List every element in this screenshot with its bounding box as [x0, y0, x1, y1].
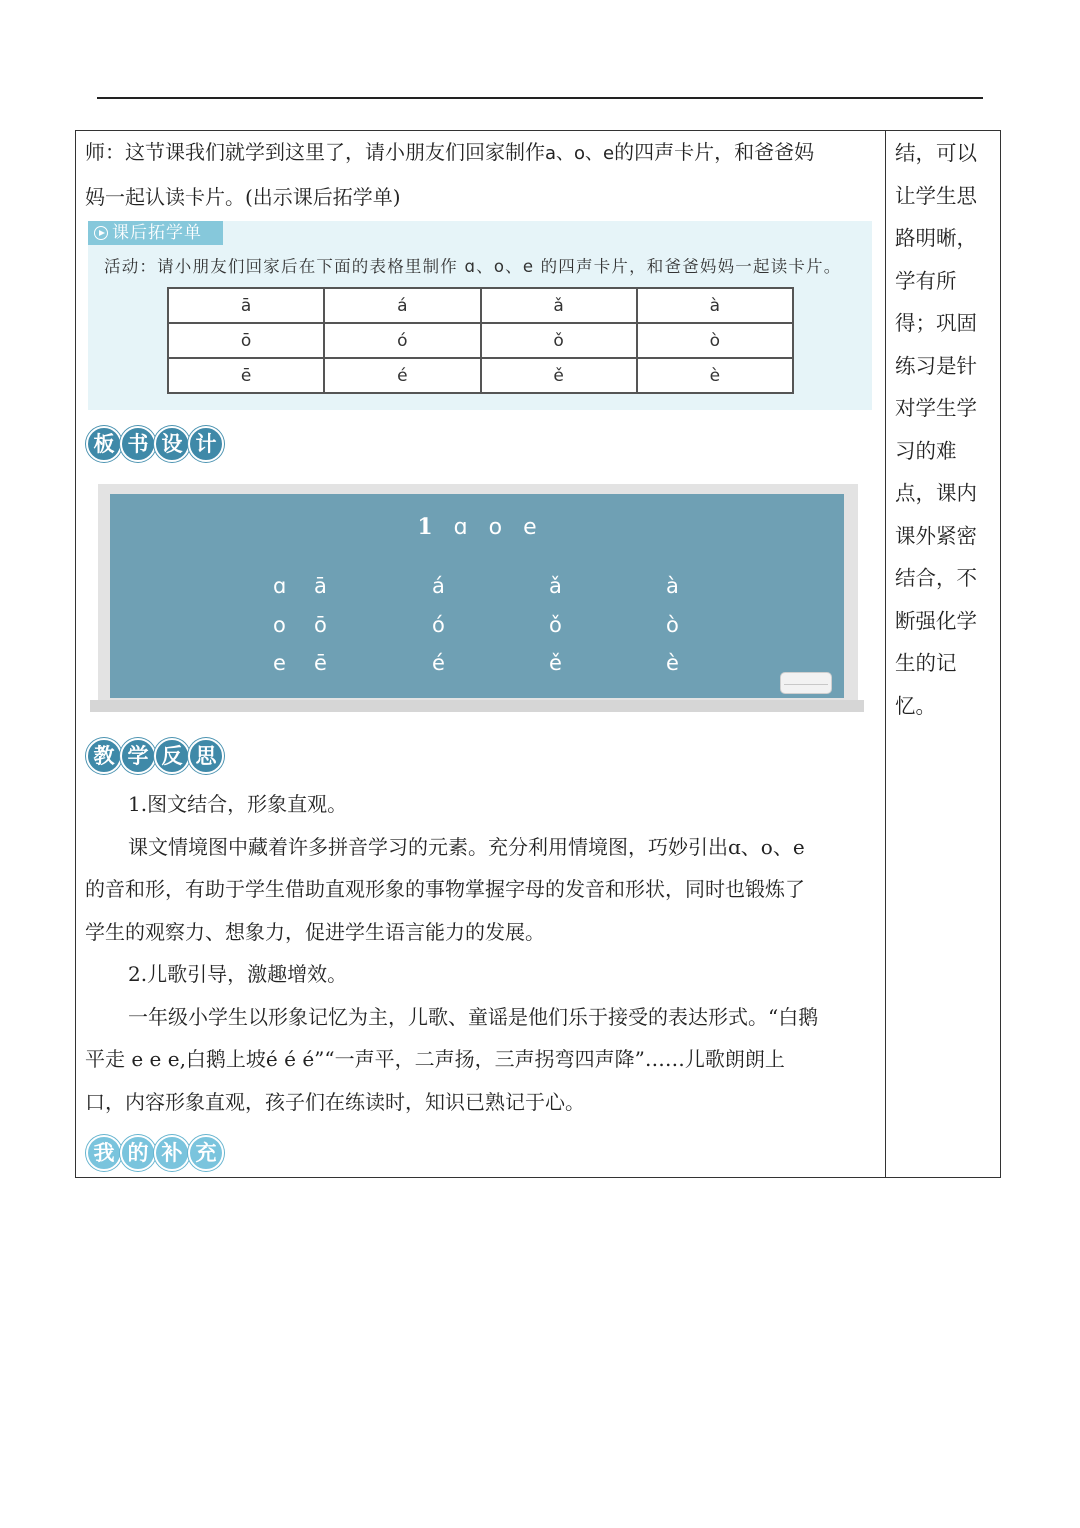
- intro-line-1: 师：这节课我们就学到这里了，请小朋友们回家制作a、o、e的四声卡片，和爸爸妈: [85, 140, 815, 164]
- table-row: [168, 288, 793, 323]
- point-1-line: 课文情境图中藏着许多拼音学习的元素。充分利用情境图，巧妙引出ɑ、o、e: [128, 834, 805, 859]
- table-cell: ā: [168, 288, 324, 323]
- board-letter: ē: [314, 651, 327, 675]
- board-letter: ǎ: [549, 574, 562, 598]
- header-rule: [97, 97, 983, 99]
- main-column: [85, 130, 877, 218]
- side-note-line: 学有所: [895, 268, 957, 293]
- point-2-line: 一年级小学生以形象记忆为主，儿歌、童谣是他们乐于接受的表达形式。“白鹅: [128, 1004, 819, 1029]
- table-row: [168, 358, 793, 393]
- point-1-title: 1.图文结合，形象直观。: [128, 792, 348, 816]
- table-row: [168, 323, 793, 358]
- side-note-line: 结合，不: [895, 566, 977, 590]
- side-note-line: 对学生学: [895, 396, 977, 420]
- side-note: [895, 132, 990, 727]
- side-note-line: 得；巩固: [895, 311, 977, 335]
- table-cell: á: [324, 288, 480, 323]
- table-cell: ě: [481, 358, 637, 393]
- board-letter: ó: [432, 613, 445, 637]
- side-note-line: 生的记: [895, 651, 957, 675]
- blackboard: [110, 494, 844, 698]
- homework-tag: 课后拓学单: [88, 221, 223, 245]
- board-title: 1 ɑ o e: [417, 514, 537, 540]
- table-cell: ó: [324, 323, 480, 358]
- column-divider: [885, 130, 886, 1178]
- board-letter: ě: [549, 651, 562, 675]
- board-letter: ɑ: [273, 574, 287, 598]
- side-note-line: 点，课内: [895, 481, 977, 505]
- side-note-line: 习的难: [895, 438, 957, 463]
- board-letter: á: [432, 574, 445, 598]
- point-2-line: 平走 e e e,白鹅上坡é é é”“一声平，二声扬，三声拐弯四声降”……儿歌朗朗上: [85, 1047, 785, 1071]
- board-letter: ò: [666, 613, 679, 637]
- point-2-line: 口，内容形象直观，孩子们在练读时，知识已熟记于心。: [85, 1089, 585, 1114]
- intro-line-2: 妈一起认读卡片。(出示课后拓学单): [85, 184, 401, 209]
- eraser-icon: [780, 672, 832, 694]
- supplement-heading: 我 的 补 充: [86, 1135, 222, 1171]
- board-letter: ō: [314, 613, 327, 637]
- table-cell: é: [324, 358, 480, 393]
- side-note-line: 断强化学: [895, 608, 977, 633]
- point-1-line: 的音和形，有助于学生借助直观形象的事物掌握字母的发音和形状，同时也锻炼了: [85, 877, 805, 901]
- board-letter: ā: [314, 574, 327, 598]
- table-cell: ō: [168, 323, 324, 358]
- board-design-heading: 板 书 设 计: [86, 426, 222, 462]
- side-note-line: 路明晰，: [895, 226, 977, 250]
- table-cell: ǎ: [481, 288, 637, 323]
- play-icon: [94, 226, 108, 240]
- board-letter: é: [432, 651, 445, 675]
- point-2-title: 2.儿歌引导，激趣增效。: [128, 962, 348, 986]
- point-1-line: 学生的观察力、想象力，促进学生语言能力的发展。: [85, 919, 545, 944]
- reflection-body: [85, 783, 877, 1123]
- homework-activity: 活动：请小朋友们回家后在下面的表格里制作 ɑ、o、e 的四声卡片，和爸爸妈妈一起读卡片。: [104, 257, 842, 276]
- table-cell: ò: [637, 323, 793, 358]
- table-cell: à: [637, 288, 793, 323]
- table-cell: è: [637, 358, 793, 393]
- side-note-line: 结，可以: [895, 141, 977, 165]
- blackboard-ledge: [90, 700, 864, 712]
- side-note-line: 练习是针: [895, 353, 977, 378]
- board-letter: ǒ: [549, 613, 562, 637]
- side-note-line: 让学生思: [895, 183, 977, 208]
- board-letter: o: [273, 613, 286, 637]
- board-letter: e: [273, 651, 286, 675]
- homework-box: [88, 221, 872, 410]
- tone-table: [167, 287, 794, 394]
- board-letter: à: [666, 574, 679, 598]
- table-cell: ǒ: [481, 323, 637, 358]
- table-cell: ē: [168, 358, 324, 393]
- board-letter: è: [666, 651, 679, 675]
- side-note-line: 课外紧密: [895, 523, 977, 548]
- reflection-heading: 教 学 反 思: [86, 738, 222, 774]
- side-note-line: 忆。: [895, 693, 936, 718]
